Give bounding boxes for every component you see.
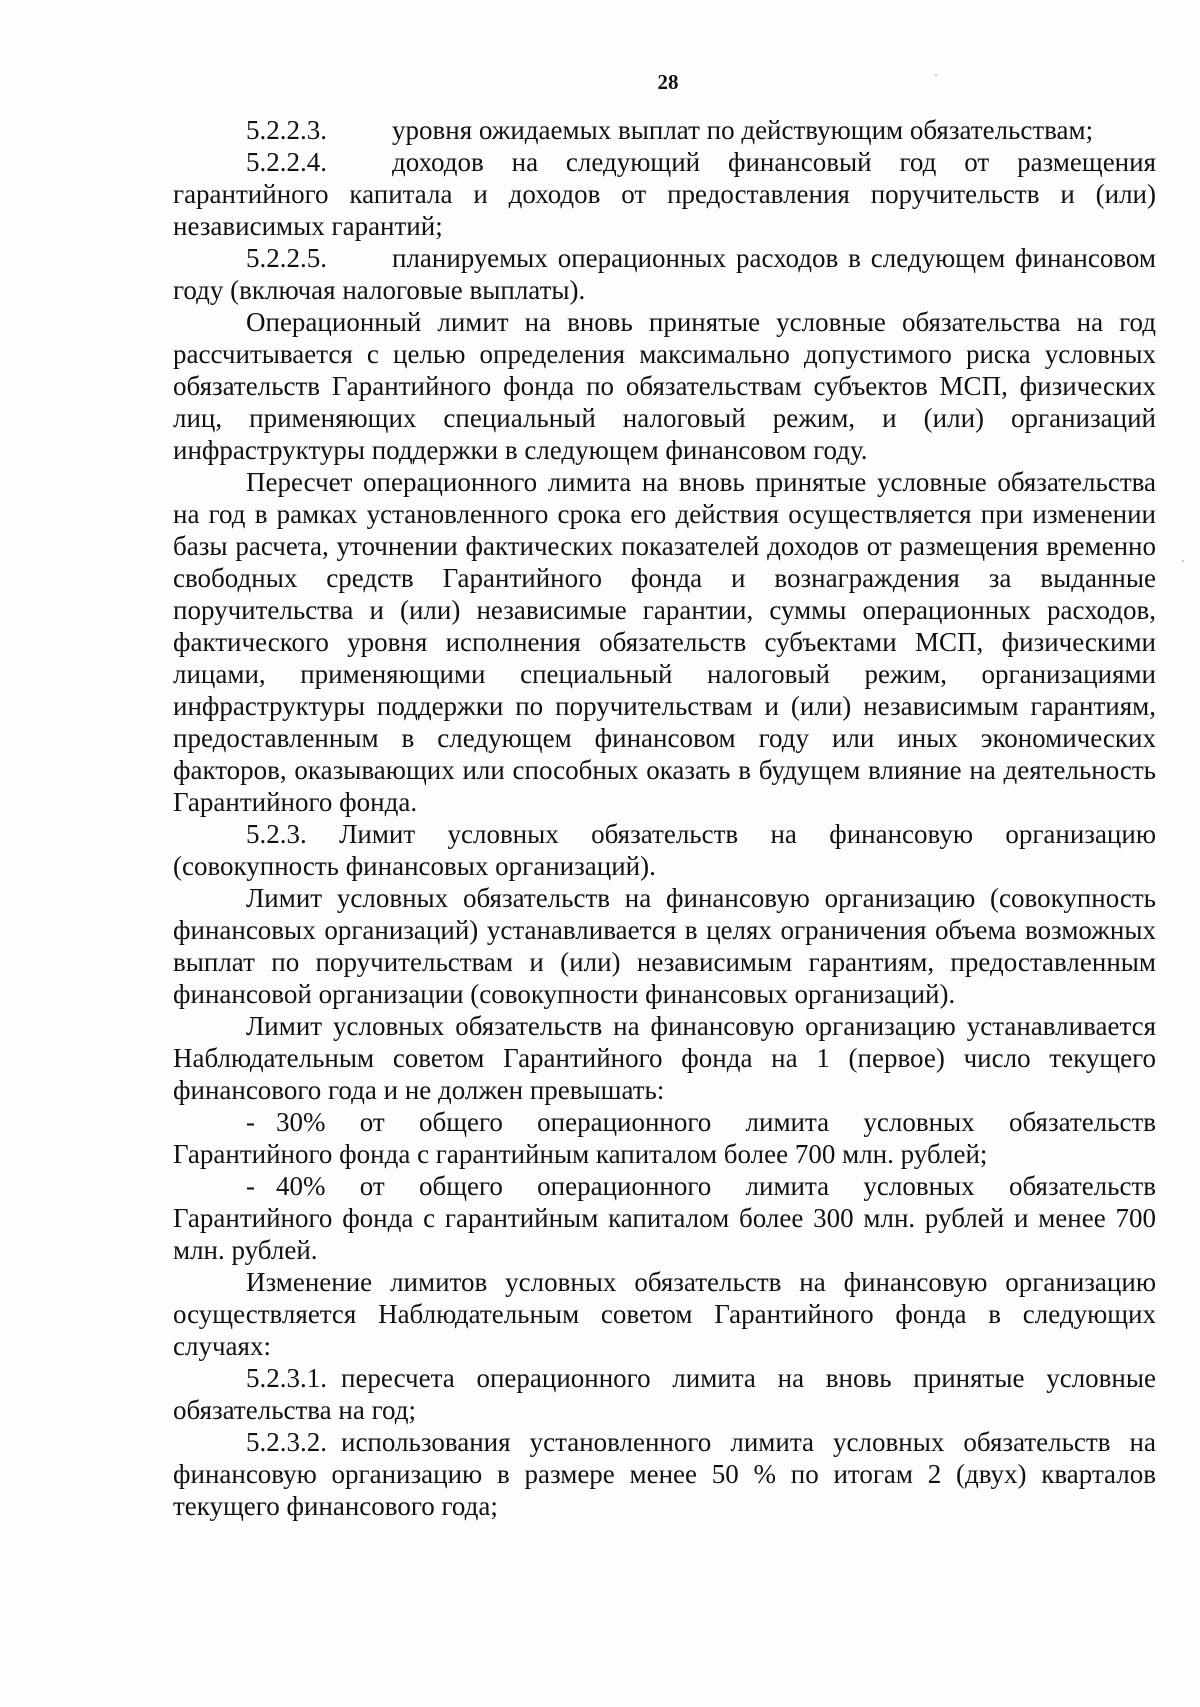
paragraph-limit-purpose: Лимит условных обязательств на финансовую организацию (совокупность финансовых организаций) устанавливается в целях ограничения объема возможных выплат по поручительствам и (или) независимым гарантиям, предоставленным финансовой организации (совокупности финансовых организаций). (173, 883, 1156, 1009)
item-text: доходов на следующий финансовый год от размещения гарантийного капитала и доходов от предоставления поручительств и (или) независимых гарантий; (173, 147, 1156, 241)
list-item-5-2-2-3 (173, 114, 1156, 146)
item-number: 5.2.2.3. (246, 115, 327, 145)
bullet-text: 40% от общего операционного лимита условных обязательств Гарантийного фонда с гарантийным капиталом более 300 млн. рублей и менее 700 млн. рублей. (173, 1171, 1156, 1265)
paragraph-limit-setting: Лимит условных обязательств на финансовую организацию устанавливается Наблюдательным советом Гарантийного фонда на 1 (первое) число текущего финансового года и не должен превышать: (173, 1011, 1156, 1105)
section-heading-5-2-3: 5.2.3. Лимит условных обязательств на финансовую организацию (совокупность финансовых организаций). (173, 819, 1156, 881)
list-item-5-2-3-1 (173, 1362, 1156, 1426)
scan-speck (935, 74, 937, 76)
scan-speck (1182, 560, 1184, 562)
paragraph-operational-limit: Операционный лимит на вновь принятые условные обязательства на год рассчитывается с целью определения максимально допустимого риска условных обязательств Гарантийного фонда по обязательствам субъектов МСП, физических лиц, применяющих специальный налоговый режим, и (или) организаций инфраструктуры поддержки в следующем финансовом году. (173, 307, 1156, 465)
item-number: 5.2.3.1. (246, 1363, 327, 1393)
bullet-item (173, 1170, 1156, 1266)
paragraph-limit-change: Изменение лимитов условных обязательств на финансовую организацию осуществляется Наблюдательным советом Гарантийного фонда в следующих случаях: (173, 1267, 1156, 1361)
document-body (173, 114, 1156, 1522)
list-item-5-2-2-5 (173, 242, 1156, 306)
bullet-dash: - (246, 1107, 255, 1137)
item-text: уровня ожидаемых выплат по действующим обязательствам; (392, 115, 1094, 145)
list-item-5-2-3-2 (173, 1426, 1156, 1522)
item-text: планируемых операционных расходов в следующем финансовом году (включая налоговые выплаты). (173, 243, 1156, 305)
bullet-item (173, 1106, 1156, 1170)
item-text: пересчета операционного лимита на вновь принятые условные обязательства на год; (173, 1363, 1156, 1425)
paragraph-recalculation: Пересчет операционного лимита на вновь принятые условные обязательства на год в рамках установленного срока его действия осуществляется при изменении базы расчета, уточнении фактических показателей доходов от размещения временно свободных средств Гарантийного фонда и вознаграждения за выданные поручительства и (или) независимые гарантии, суммы операционных расходов, фактического уровня исполнения обязательств субъектами МСП, физическими лицами, применяющими специальный налоговый режим, организациями инфраструктуры поддержки по поручительствам и (или) независимым гарантиям, предоставленным в следующем финансовом году или иных экономических факторов, оказывающих или способных оказать в будущем влияние на деятельность Гарантийного фонда. (173, 467, 1156, 817)
item-number: 5.2.3.2. (246, 1427, 327, 1457)
bullet-text: 30% от общего операционного лимита условных обязательств Гарантийного фонда с гарантийным капиталом более 700 млн. рублей; (173, 1107, 1156, 1169)
item-text: использования установленного лимита условных обязательств на финансовую организацию в размере менее 50 % по итогам 2 (двух) кварталов текущего финансового года; (173, 1427, 1156, 1521)
page-number: 28 (657, 70, 679, 94)
list-item-5-2-2-4 (173, 146, 1156, 242)
item-number: 5.2.2.5. (246, 243, 327, 273)
item-number: 5.2.2.4. (246, 147, 327, 177)
bullet-dash: - (246, 1171, 255, 1201)
